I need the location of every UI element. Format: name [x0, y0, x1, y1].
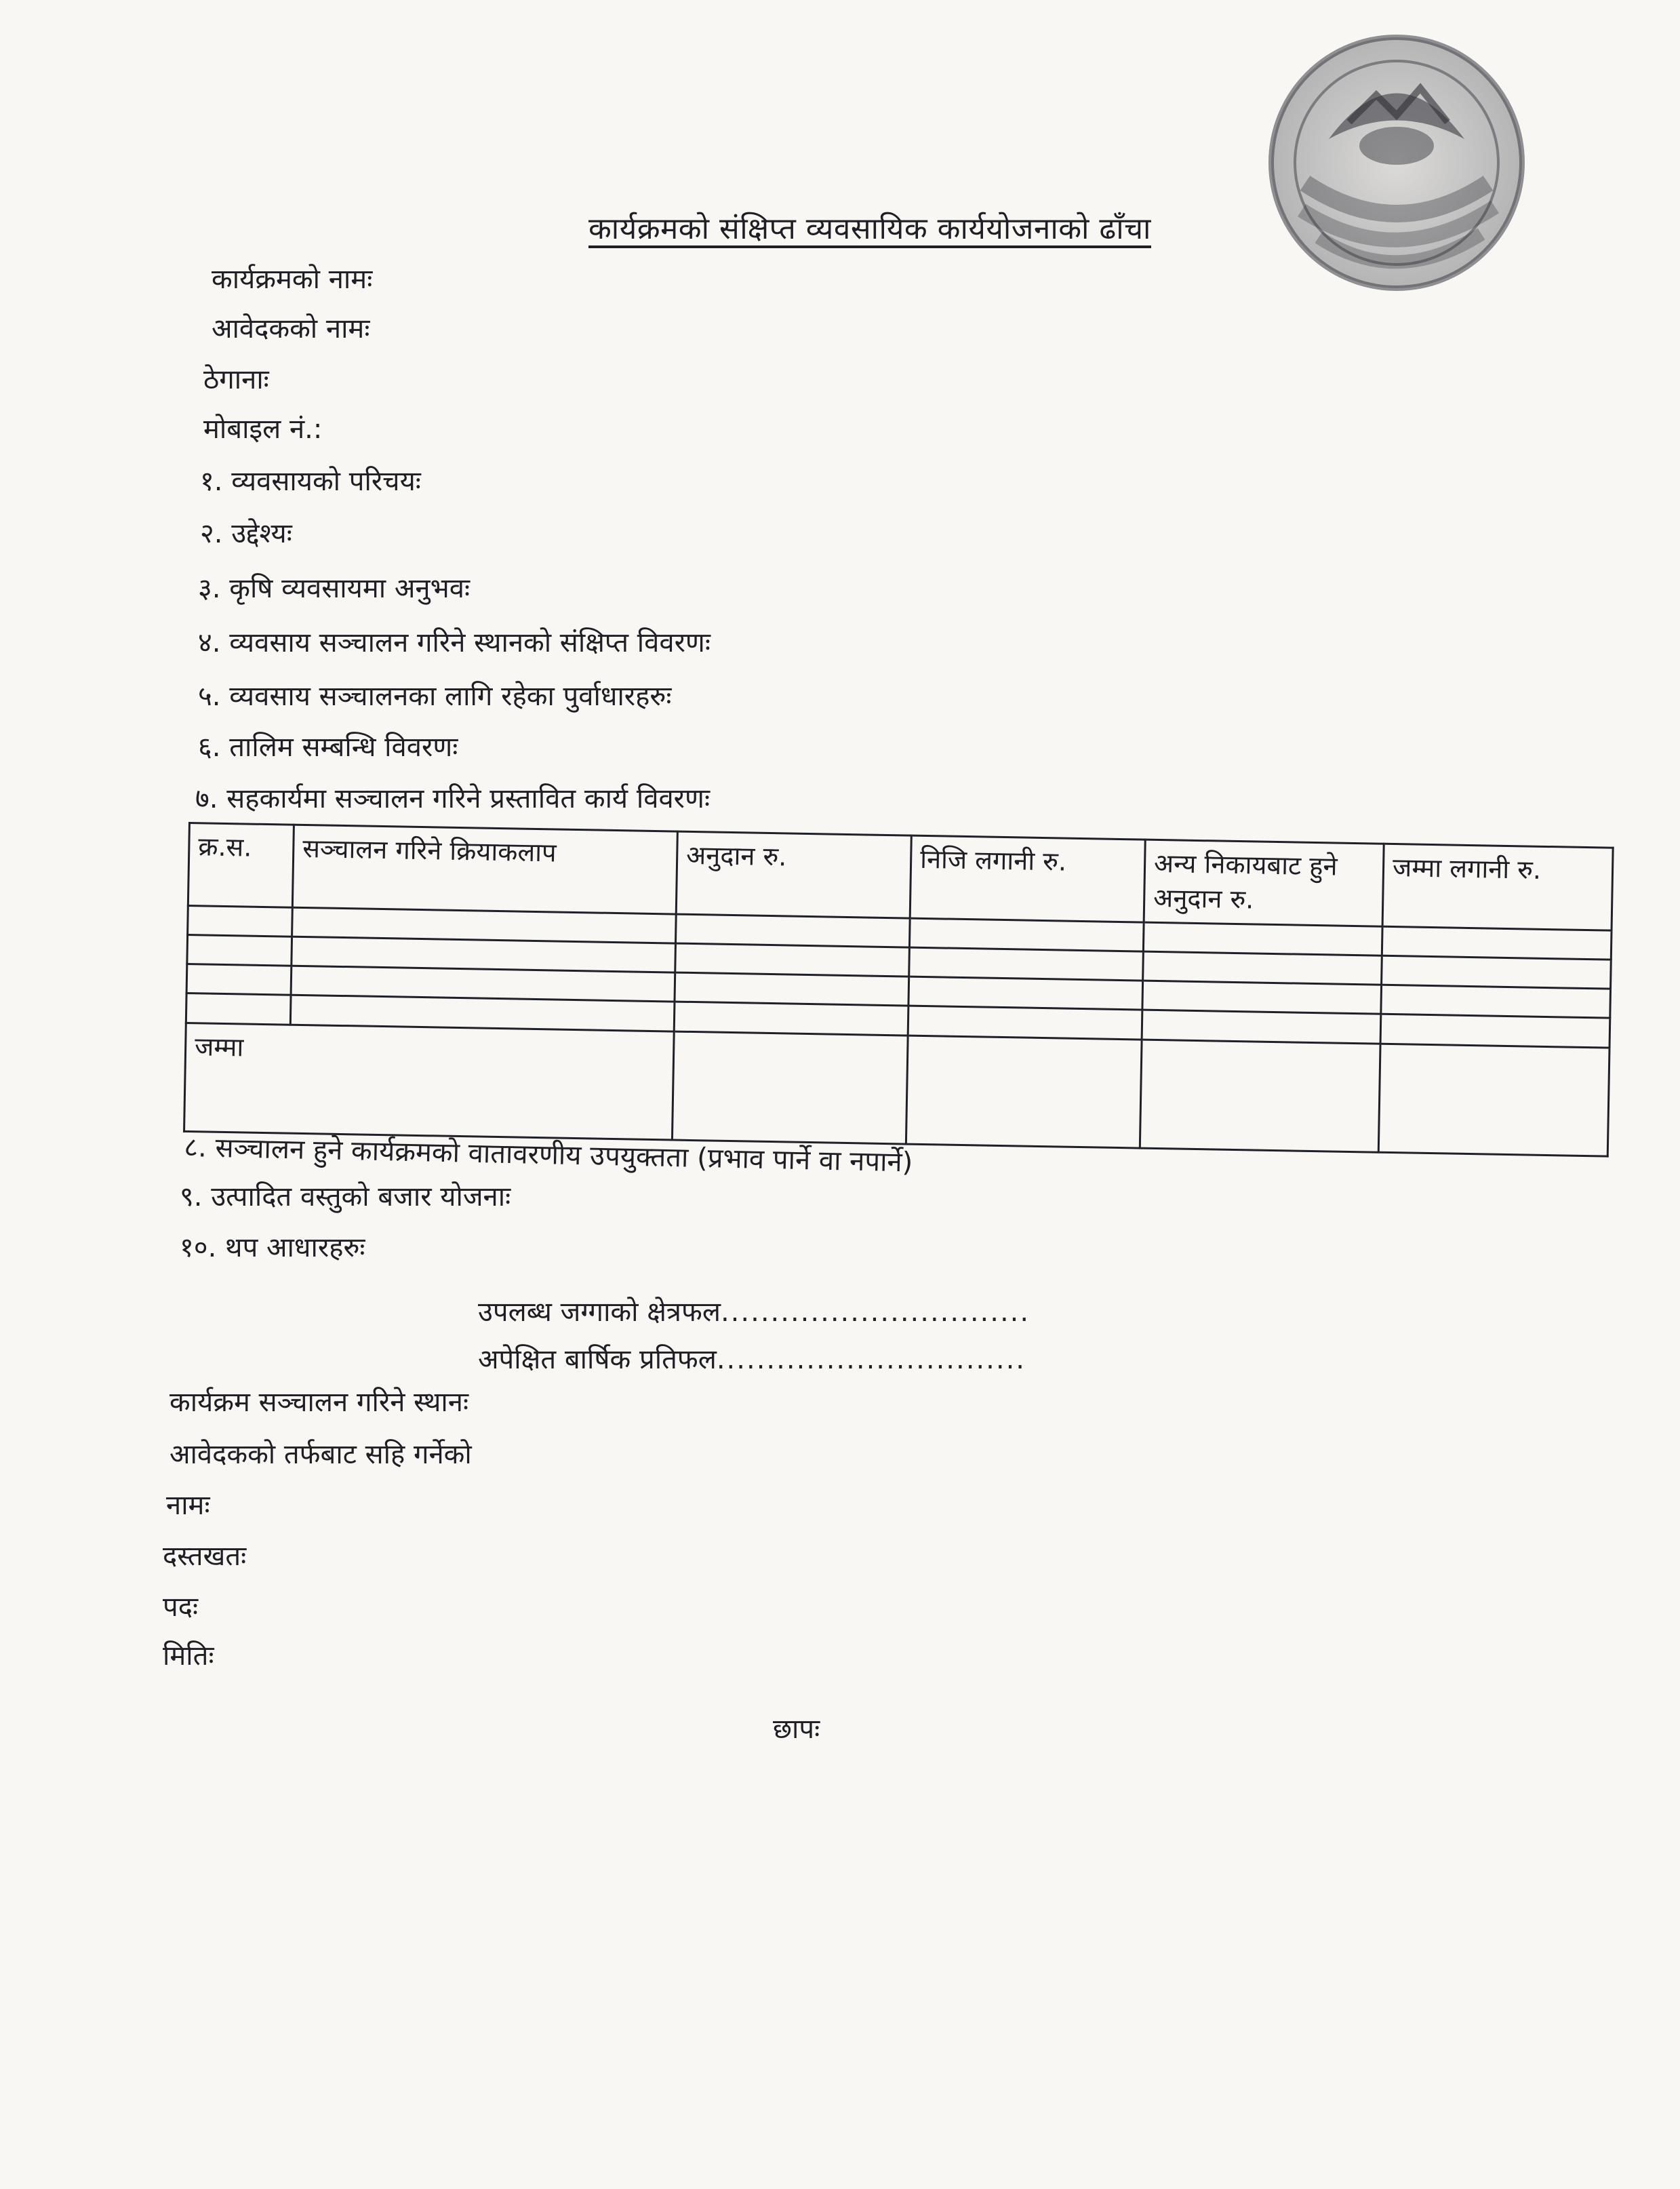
table-cell — [187, 934, 292, 966]
table-cell — [1382, 926, 1612, 960]
table-header: क्र.स. — [188, 823, 294, 907]
land-area-line — [478, 1292, 1030, 1329]
land-area-label: उपलब्ध जग्गाको क्षेत्रफल — [478, 1297, 721, 1328]
table-cell — [1380, 1014, 1610, 1048]
municipality-seal — [1254, 20, 1539, 305]
location-description-field: ४. व्यवसाय सञ्चालन गरिने स्थानको संक्षिप्त विवरणः — [198, 627, 711, 658]
table-cell — [909, 918, 1144, 951]
table-cell — [1143, 922, 1382, 955]
date-field: मितिः — [163, 1640, 214, 1672]
table-cell — [906, 1036, 1142, 1148]
training-field: ६. तालिम सम्बन्धि विवरणः — [198, 732, 458, 763]
table-cell — [675, 943, 910, 977]
table-cell — [908, 1006, 1142, 1040]
signature-field: दस्तखतः — [163, 1541, 247, 1572]
position-field: पदः — [163, 1592, 199, 1623]
business-intro-field: १. व्यवसायको परिचयः — [200, 466, 421, 497]
program-name-field: कार्यक्रमको नामः — [212, 264, 373, 295]
environmental-suitability-field: ८. सञ्चालन हुने कार्यक्रमको वातावरणीय उपयुक्तता (प्रभाव पार्ने वा नपार्ने) — [183, 1131, 913, 1179]
total-label: जम्मा — [184, 1023, 675, 1140]
expected-return-dots: ............................... — [716, 1344, 1026, 1375]
table-cell — [672, 1031, 908, 1144]
activity-budget-table — [183, 822, 1612, 1158]
table-header: अनुदान रु. — [676, 831, 911, 918]
signatory-heading: आवेदकको तर्फबाट सहि गर्नेको — [169, 1439, 472, 1470]
additional-basis-field: १०. थप आधारहरुः — [180, 1232, 365, 1263]
stamp-label: छापः — [773, 1714, 820, 1745]
market-plan-field: ९. उत्पादित वस्तुको बजार योजनाः — [180, 1181, 511, 1212]
table-cell — [1143, 951, 1382, 985]
table-cell — [1382, 955, 1612, 989]
applicant-name-field: आवेदकको नामः — [212, 313, 370, 344]
table-cell — [186, 993, 291, 1025]
table-cell — [1381, 985, 1611, 1018]
table-header: सञ्चालन गरिने क्रियाकलाप — [292, 825, 677, 913]
table-cell — [1142, 981, 1382, 1014]
expected-return-line — [478, 1339, 1026, 1377]
table-cell — [186, 964, 292, 995]
agri-experience-field: ३. कृषि व्यवसायमा अनुभवः — [198, 573, 471, 604]
table-cell — [909, 947, 1144, 981]
land-area-dots: ............................... — [720, 1297, 1031, 1328]
table-header: अन्य निकायबाट हुने अनुदान रु. — [1144, 840, 1384, 926]
address-field: ठेगानाः — [203, 364, 269, 395]
document-title: कार्यक्रमको संक्षिप्त व्यवसायिक कार्ययोजनाको ढाँचा — [588, 212, 1151, 246]
mobile-field: मोबाइल नं.: — [203, 414, 323, 445]
table-cell — [674, 1002, 908, 1036]
expected-return-label: अपेक्षित बार्षिक प्रतिफल — [478, 1344, 717, 1375]
table-cell — [908, 977, 1143, 1010]
table-cell — [188, 905, 293, 936]
table-cell — [1378, 1044, 1609, 1156]
table-cell — [1142, 1010, 1381, 1044]
table-cell — [675, 972, 909, 1006]
objective-field: २. उद्देश्यः — [200, 518, 292, 549]
table-header: निजि लगानी रु. — [910, 835, 1145, 922]
infrastructure-field: ५. व्यवसाय सञ्चालनका लागि रहेका पुर्वाधारहरुः — [198, 681, 672, 712]
signatory-name-field: नामः — [166, 1490, 210, 1521]
table-cell — [1140, 1040, 1380, 1152]
table-cell — [675, 914, 910, 947]
proposed-activity-field: ७. सहकार्यमा सञ्चालन गरिने प्रस्तावित कार्य विवरणः — [195, 783, 711, 814]
table-header: जम्मा लगानी रु. — [1382, 844, 1613, 930]
program-location-field: कार्यक्रम सञ्चालन गरिने स्थानः — [169, 1387, 469, 1418]
